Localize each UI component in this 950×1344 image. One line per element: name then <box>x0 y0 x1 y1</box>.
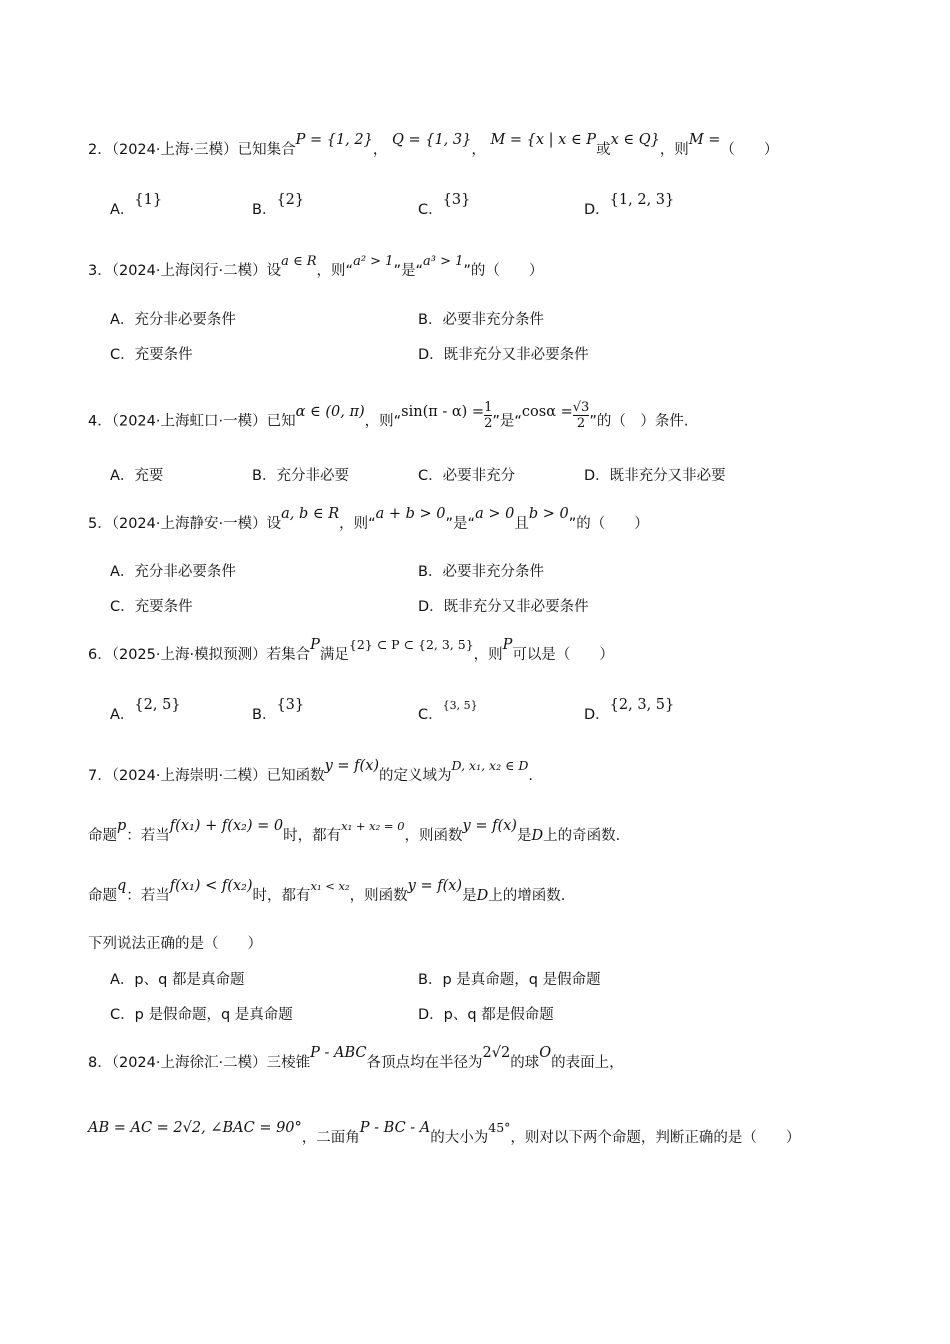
q5-math-a: a > 0 <box>475 506 515 522</box>
q2-option-c[interactable]: C．{3} <box>418 192 471 218</box>
q4-stem: 4．（2024·上海虹口·一模）已知α ∈ (0, π)，则“sin(π - α) = $\frac{1}{2}$ ”是“cosα = $\frac{√3}{2}$ ”的（ ）条件. <box>88 400 689 431</box>
q4-fraction-half: $\frac{1}{2}$ <box>484 400 493 431</box>
q6-math-subset: {2} ⊂ P ⊂ {2, 3, 5} <box>348 637 474 652</box>
q8-math-angle: 45° <box>488 1120 511 1135</box>
q2-then: ，则 <box>659 142 689 158</box>
q2-stem-text: 2．（2024·上海·三模）已知集合 <box>88 142 296 158</box>
q7-option-c[interactable]: C．p 是假命题，q 是真命题 <box>110 1007 293 1023</box>
q2-option-d[interactable]: D．{1, 2, 3} <box>584 192 675 218</box>
q6-math-p2: P <box>502 637 513 653</box>
q7-p-result: x₁ + x₂ = 0 <box>341 819 405 833</box>
q3-option-a[interactable]: A．充分非必要条件 <box>110 312 236 328</box>
q7-q-domain: D <box>476 888 489 904</box>
q7-option-d[interactable]: D．p、q 都是假命题 <box>418 1007 554 1023</box>
q6-option-c[interactable]: C．$^{\{3, 5\}}$ <box>418 699 478 723</box>
q5-option-c[interactable]: C．充要条件 <box>110 599 193 615</box>
q8-math-o: O <box>539 1045 552 1061</box>
q7-proposition-q: 命题q：若当f(x₁) < f(x₂)时，都有$^{x_1 < x_2}$，则函数y = f(x)是D上的增函数. <box>88 878 566 904</box>
q4-option-d[interactable]: D．既非充分又非必要 <box>584 468 726 484</box>
q5-stem: 5．（2024·上海静安·一模）设a, b ∈ R，则“a + b > 0”是“a > 0且b > 0”的（ ） <box>88 506 649 532</box>
q4-option-c[interactable]: C．必要非充分 <box>418 468 516 484</box>
q2-option-b[interactable]: B．{2} <box>252 192 305 218</box>
q8-math-triangle: AB = AC = 2√2, ∠BAC = 90° <box>88 1120 302 1136</box>
q3-option-c[interactable]: C．充要条件 <box>110 347 193 363</box>
q7-p-symbol: p <box>117 818 127 834</box>
q2-math-p: P = {1, 2} <box>295 132 373 148</box>
q3-option-b[interactable]: B．必要非充分条件 <box>418 312 544 328</box>
q3-math-a: a ∈ R <box>281 254 317 269</box>
q5-math-sum: a + b > 0 <box>375 506 446 522</box>
q7-q-cond: f(x₁) < f(x₂) <box>169 878 253 894</box>
q8-line2: AB = AC = 2√2, ∠BAC = 90°，二面角P - BC - A的大小为45°，则对以下两个命题，判断正确的是（ ） <box>88 1120 801 1146</box>
q3-math-a3: a³ > 1 <box>422 254 464 269</box>
q4-option-b[interactable]: B．充分非必要 <box>252 468 349 484</box>
q6-math-p: P <box>310 637 320 653</box>
q2-option-a[interactable]: A．{1} <box>110 192 163 218</box>
q7-p-domain: D <box>531 828 544 844</box>
q7-q-symbol: q <box>117 878 127 894</box>
q5-option-b[interactable]: B．必要非充分条件 <box>418 564 544 580</box>
q4-option-a[interactable]: A．充要 <box>110 468 164 484</box>
q2-sep: ， <box>471 142 486 158</box>
q6-stem: 6．（2025·上海·模拟预测）若集合P满足{2} ⊂ P ⊂ {2, 3, 5}，则P可以是（ ） <box>88 637 614 663</box>
q5-option-d[interactable]: D．既非充分又非必要条件 <box>418 599 589 615</box>
q4-fraction-sqrt3: $\frac{√3}{2}$ <box>572 400 590 431</box>
q2-math-m3: M = <box>688 132 721 148</box>
q2-sep: ， <box>372 142 388 158</box>
q2-math-m2: x ∈ Q} <box>610 132 660 148</box>
q5-math-ab: a, b ∈ R <box>281 506 340 522</box>
q7-p-func: y = f(x) <box>462 818 517 834</box>
q4-math-alpha: α ∈ (0, π) <box>295 403 365 420</box>
q8-math-pyramid: P - ABC <box>310 1045 367 1061</box>
q7-proposition-p: 命题p：若当f(x₁) + f(x₂) = 0时，都有$^{x_1 + x_2 = 0}$，则函数y = f(x)是D上的奇函数. <box>88 818 621 844</box>
q2-or: 或 <box>596 142 611 158</box>
q8-stem: 8．（2024·上海徐汇·二模）三棱锥P - ABC各顶点均在半径为2√2的球O的表面上， <box>88 1045 624 1071</box>
q4-math-cos: cosα = <box>521 403 573 420</box>
q7-prompt: 下列说法正确的是（ ） <box>88 936 262 952</box>
q7-stem: 7．（2024·上海崇明·二模）已知函数y = f(x)的定义域为D, x₁, x₂ ∈ D. <box>88 758 533 784</box>
q3-option-d[interactable]: D．既非充分又非必要条件 <box>418 347 589 363</box>
q8-math-dihedral: P - BC - A <box>359 1120 431 1136</box>
q2-math-m: M = {x | x ∈ P <box>490 132 597 148</box>
q8-math-radius: 2√2 <box>482 1045 511 1061</box>
q7-option-a[interactable]: A．p、q 都是真命题 <box>110 972 245 988</box>
q5-math-b: b > 0 <box>528 506 569 522</box>
q7-math-f: y = f(x) <box>324 758 380 774</box>
q7-q-result: x₁ < x₂ <box>310 879 350 893</box>
q3-math-a2: a² > 1 <box>353 254 394 269</box>
q2-math-q: Q = {1, 3} <box>391 132 472 148</box>
q7-p-cond: f(x₁) + f(x₂) = 0 <box>169 818 284 834</box>
q6-option-b[interactable]: B．{3} <box>252 697 305 723</box>
q6-option-d[interactable]: D．{2, 3, 5} <box>584 697 675 723</box>
q4-math-sin: sin(π - α) = <box>401 403 485 420</box>
q2-stem <box>88 132 779 160</box>
q5-option-a[interactable]: A．充分非必要条件 <box>110 564 236 580</box>
q7-math-domain: D, x₁, x₂ ∈ D <box>451 758 529 773</box>
q7-option-b[interactable]: B．p 是真命题，q 是假命题 <box>418 972 601 988</box>
q3-stem: 3．（2024·上海闵行·二模）设a ∈ R，则“a² > 1”是“a³ > 1”的（ ） <box>88 254 544 279</box>
q2-paren: （ ） <box>720 142 779 158</box>
q7-q-func: y = f(x) <box>407 878 463 894</box>
q6-option-a[interactable]: A．{2, 5} <box>110 697 181 723</box>
